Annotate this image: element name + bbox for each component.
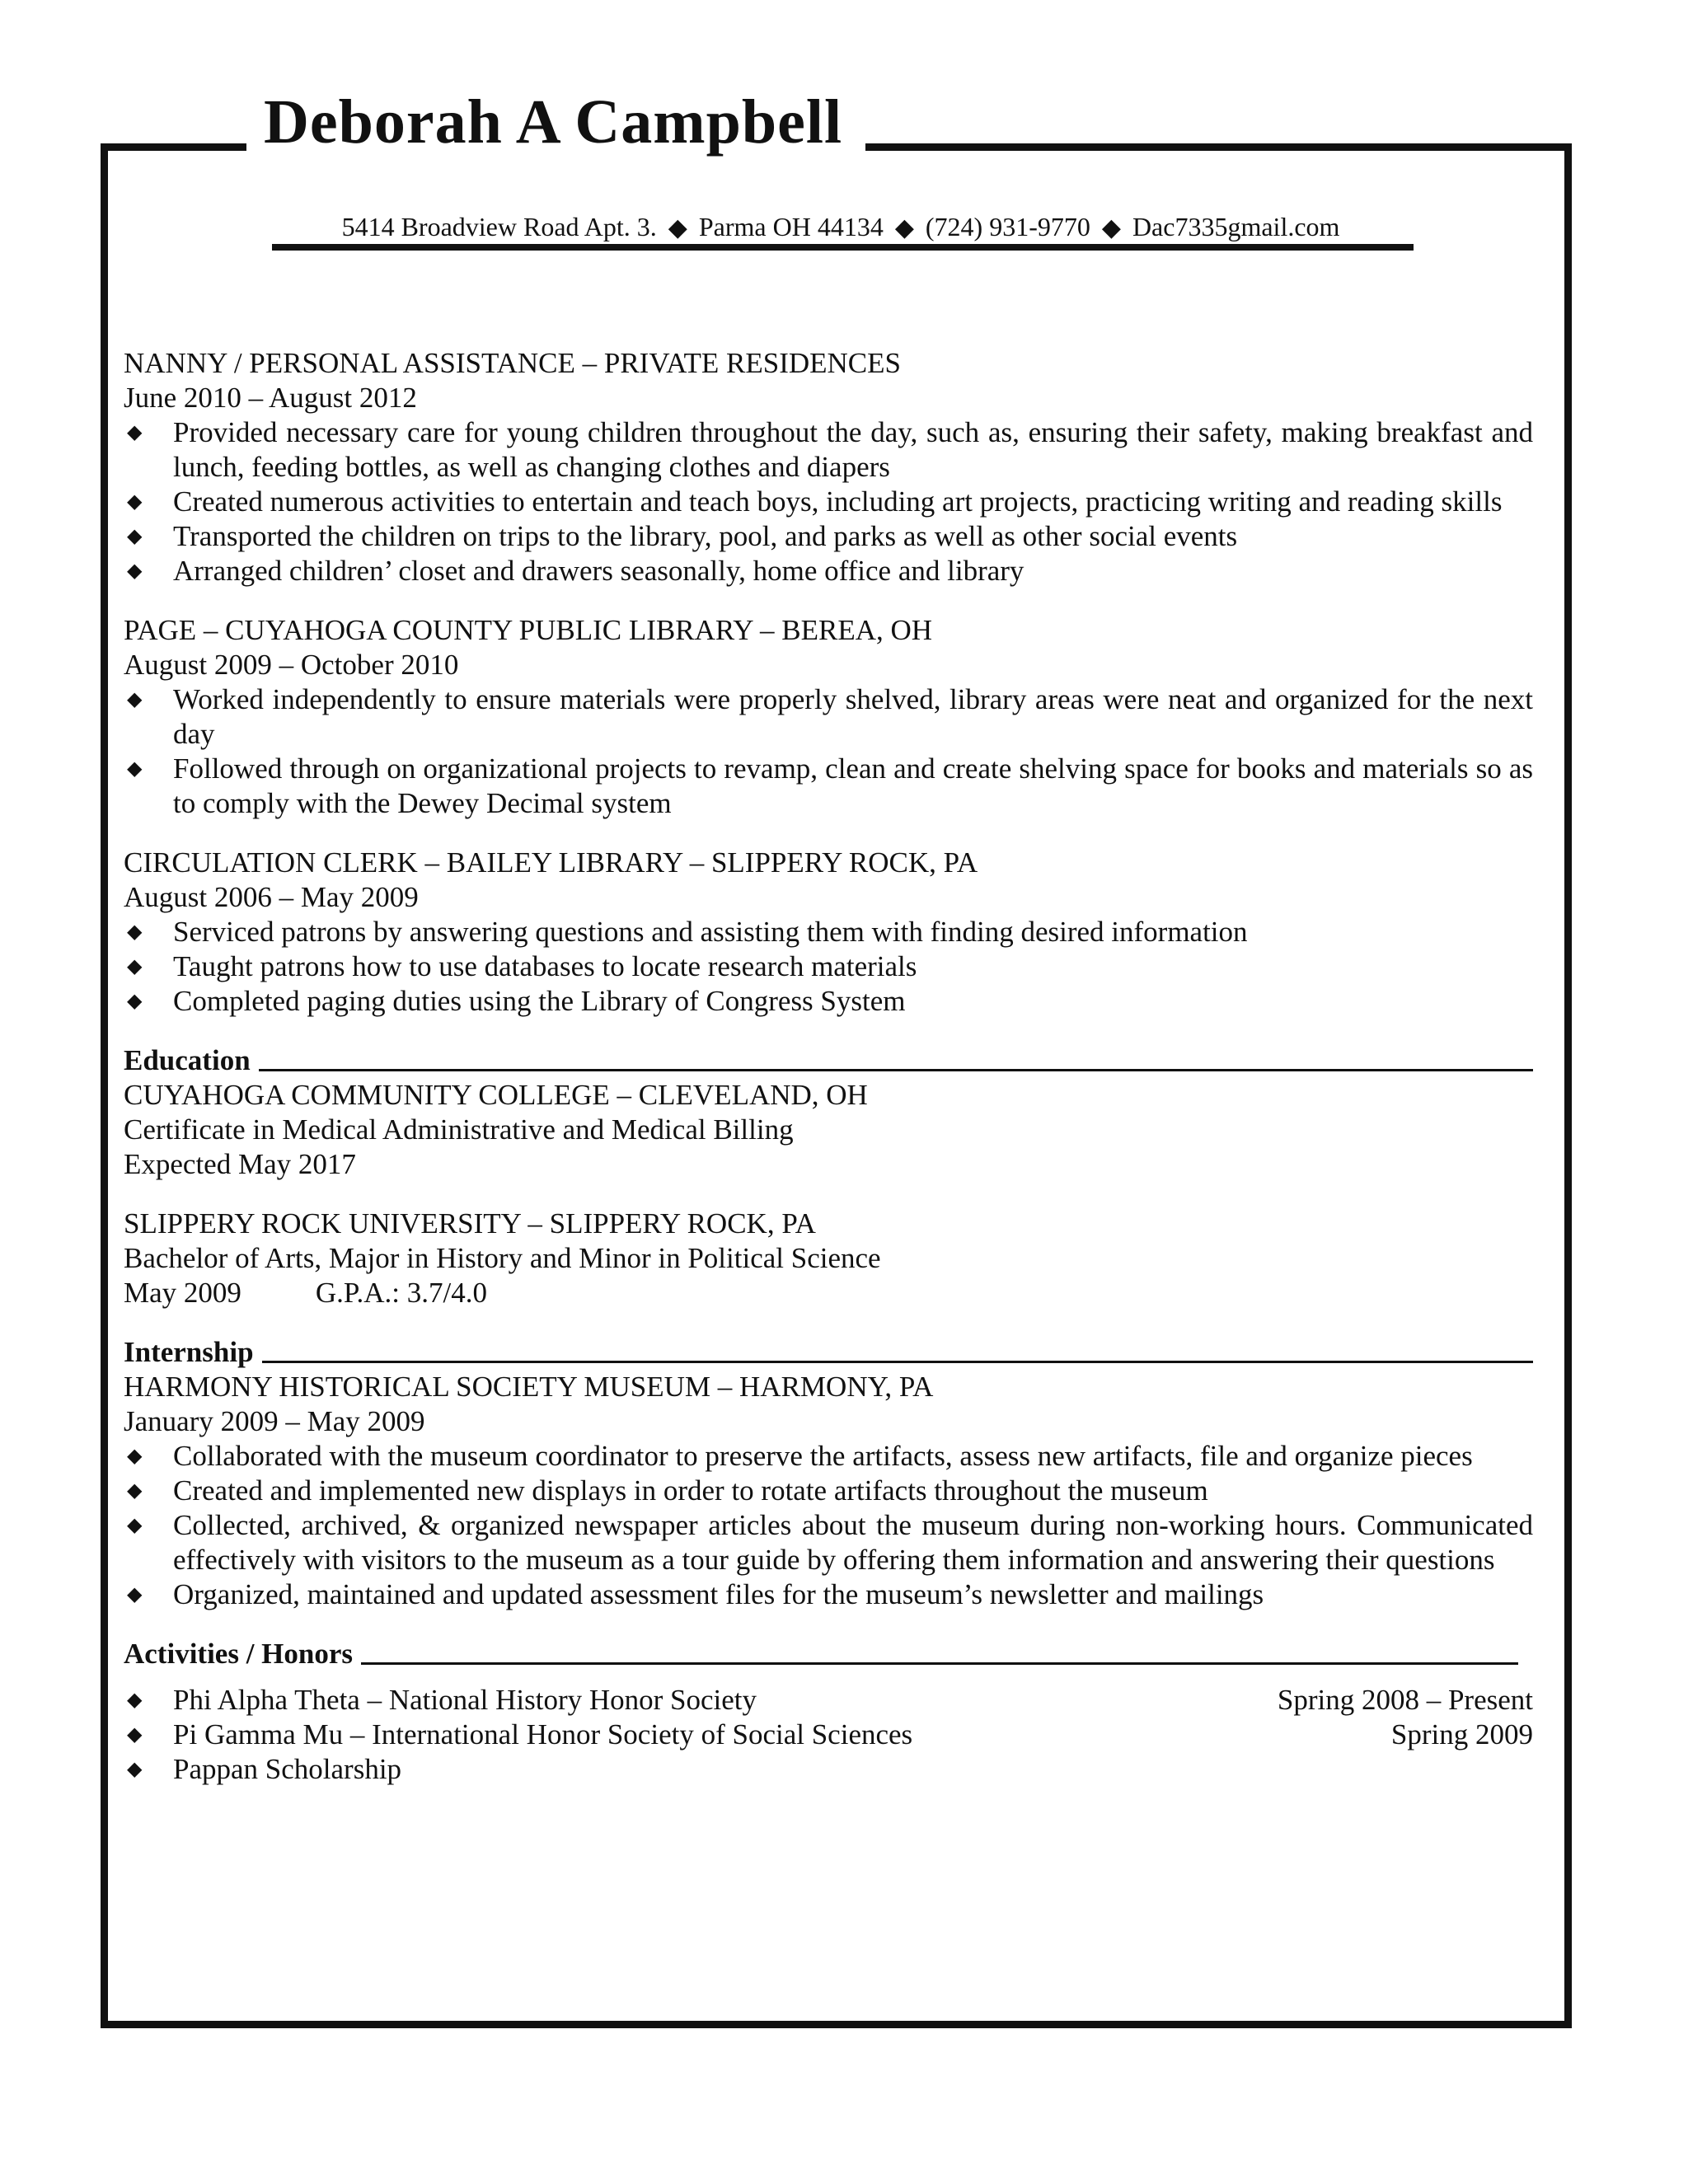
- internship-bullets: [124, 1439, 1533, 1612]
- diamond-separator-icon: ◆: [894, 214, 914, 241]
- diamond-bullet-icon: ◆: [127, 1690, 143, 1711]
- list-item: ◆ Collected, archived, & organized newspaper articles about the museum during non-working hours. Communicated effectively with visitors to the museum as a tour guide by offering them information and answering their questions: [127, 1509, 1533, 1576]
- diamond-bullet-icon: ◆: [127, 560, 143, 582]
- section-rule: [262, 1361, 1533, 1363]
- job-dates: August 2009 – October 2010: [124, 649, 459, 681]
- diamond-bullet-icon: ◆: [127, 758, 143, 780]
- job-dates: August 2006 – May 2009: [124, 881, 419, 913]
- list-item: [124, 1718, 1533, 1752]
- graduation-date: May 2009: [124, 1277, 241, 1309]
- honor-date: Spring 2009: [1390, 1718, 1533, 1750]
- honor-name: Phi Alpha Theta – National History Honor Society: [173, 1684, 757, 1716]
- email: Dac7335gmail.com: [1132, 212, 1340, 241]
- list-item: ◆ Created numerous activities to entertain and teach boys, including art projects, practicing writing and reading skills: [127, 485, 1503, 518]
- list-item: ◆ Taught patrons how to use databases to locate research materials: [127, 950, 917, 982]
- list-item: ◆ Provided necessary care for young children throughout the day, such as, ensuring their safety, making breakfast and lunch, feeding bottles, as well as changing clothes and diapers: [127, 416, 1533, 483]
- phone: (724) 931-9770: [925, 212, 1090, 241]
- address: 5414 Broadview Road Apt. 3.: [341, 212, 657, 241]
- job-entry: [124, 846, 1533, 1019]
- list-item: [124, 1752, 1533, 1787]
- diamond-bullet-icon: ◆: [127, 956, 143, 977]
- internship-heading: Internship: [124, 1335, 1533, 1370]
- resume-body: [124, 346, 1533, 1787]
- diamond-separator-icon: ◆: [1101, 214, 1121, 241]
- diamond-bullet-icon: ◆: [127, 1515, 143, 1536]
- applicant-name: Deborah A Campbell: [264, 87, 843, 157]
- job-dates: June 2010 – August 2012: [124, 382, 417, 414]
- diamond-bullet-icon: ◆: [127, 1759, 143, 1780]
- city: Parma OH 44134: [698, 212, 884, 241]
- internship-dates: January 2009 – May 2009: [124, 1405, 425, 1437]
- education-heading: Education: [124, 1043, 1533, 1078]
- diamond-bullet-icon: ◆: [127, 1584, 143, 1605]
- list-item: ◆ Followed through on organizational projects to revamp, clean and create shelving space for books and materials so as to comply with the Dewey Decimal system: [127, 752, 1533, 819]
- job-bullets: [124, 415, 1533, 588]
- school-entry: [124, 1207, 1533, 1310]
- activities-list: [124, 1683, 1533, 1787]
- school-entry: [124, 1078, 1533, 1182]
- honor-date: Spring 2008 – Present: [1277, 1684, 1533, 1716]
- list-item: ◆ Created and implemented new displays in order to rotate artifacts throughout the museum: [127, 1474, 1208, 1507]
- job-title: NANNY / PERSONAL ASSISTANCE – PRIVATE RESIDENCES: [124, 347, 901, 379]
- honor-name: Pappan Scholarship: [173, 1753, 402, 1785]
- job-bullets: [124, 682, 1533, 821]
- section-rule: [361, 1662, 1518, 1665]
- list-item: ◆ Collaborated with the museum coordinator to preserve the artifacts, assess new artifacts, file and organize pieces: [127, 1440, 1473, 1472]
- frame-top-rule-right: [865, 143, 1572, 151]
- job-entry: [124, 613, 1533, 821]
- diamond-bullet-icon: ◆: [127, 422, 143, 443]
- list-item: ◆ Organized, maintained and updated assessment files for the museum’s newsletter and mailings: [127, 1578, 1264, 1610]
- list-item: [124, 1683, 1533, 1718]
- section-rule: [259, 1069, 1533, 1071]
- diamond-bullet-icon: ◆: [127, 1724, 143, 1746]
- list-item: ◆ Serviced patrons by answering questions and assisting them with finding desired information: [127, 916, 1248, 948]
- degree: Bachelor of Arts, Major in History and Minor in Political Science: [124, 1242, 881, 1274]
- activities-heading: Activities / Honors: [124, 1637, 1533, 1671]
- job-title: PAGE – CUYAHOGA COUNTY PUBLIC LIBRARY – BEREA, OH: [124, 614, 933, 646]
- school-name: SLIPPERY ROCK UNIVERSITY – SLIPPERY ROCK, PA: [124, 1207, 816, 1240]
- job-title: CIRCULATION CLERK – BAILEY LIBRARY – SLIPPERY ROCK, PA: [124, 846, 978, 879]
- contact-underline: [272, 244, 1414, 251]
- list-item: ◆ Transported the children on trips to the library, pool, and parks as well as other social events: [127, 520, 1238, 552]
- diamond-bullet-icon: ◆: [127, 921, 143, 943]
- frame-top-rule-left: [101, 143, 246, 151]
- date-gpa-row: [124, 1276, 1533, 1310]
- diamond-bullet-icon: ◆: [127, 491, 143, 513]
- internship-title: HARMONY HISTORICAL SOCIETY MUSEUM – HARMONY, PA: [124, 1371, 934, 1403]
- list-item: ◆ Arranged children’ closet and drawers seasonally, home office and library: [127, 555, 1025, 587]
- graduation-date: Expected May 2017: [124, 1148, 356, 1180]
- diamond-separator-icon: ◆: [668, 214, 687, 241]
- degree: Certificate in Medical Administrative and Medical Billing: [124, 1113, 794, 1146]
- diamond-bullet-icon: ◆: [127, 689, 143, 710]
- diamond-bullet-icon: ◆: [127, 991, 143, 1012]
- gpa: G.P.A.: 3.7/4.0: [315, 1277, 487, 1309]
- diamond-bullet-icon: ◆: [127, 1480, 143, 1502]
- contact-line: [272, 211, 1409, 243]
- diamond-bullet-icon: ◆: [127, 1446, 143, 1467]
- school-name: CUYAHOGA COMMUNITY COLLEGE – CLEVELAND, OH: [124, 1079, 868, 1111]
- list-item: ◆ Worked independently to ensure materials were properly shelved, library areas were neat and organized for the next day: [127, 683, 1533, 750]
- diamond-bullet-icon: ◆: [127, 526, 143, 547]
- internship-entry: [124, 1370, 1533, 1612]
- list-item: ◆ Completed paging duties using the Library of Congress System: [127, 985, 906, 1017]
- job-entry: [124, 346, 1533, 588]
- job-bullets: [124, 915, 1533, 1019]
- honor-name: Pi Gamma Mu – International Honor Society of Social Sciences: [173, 1718, 913, 1750]
